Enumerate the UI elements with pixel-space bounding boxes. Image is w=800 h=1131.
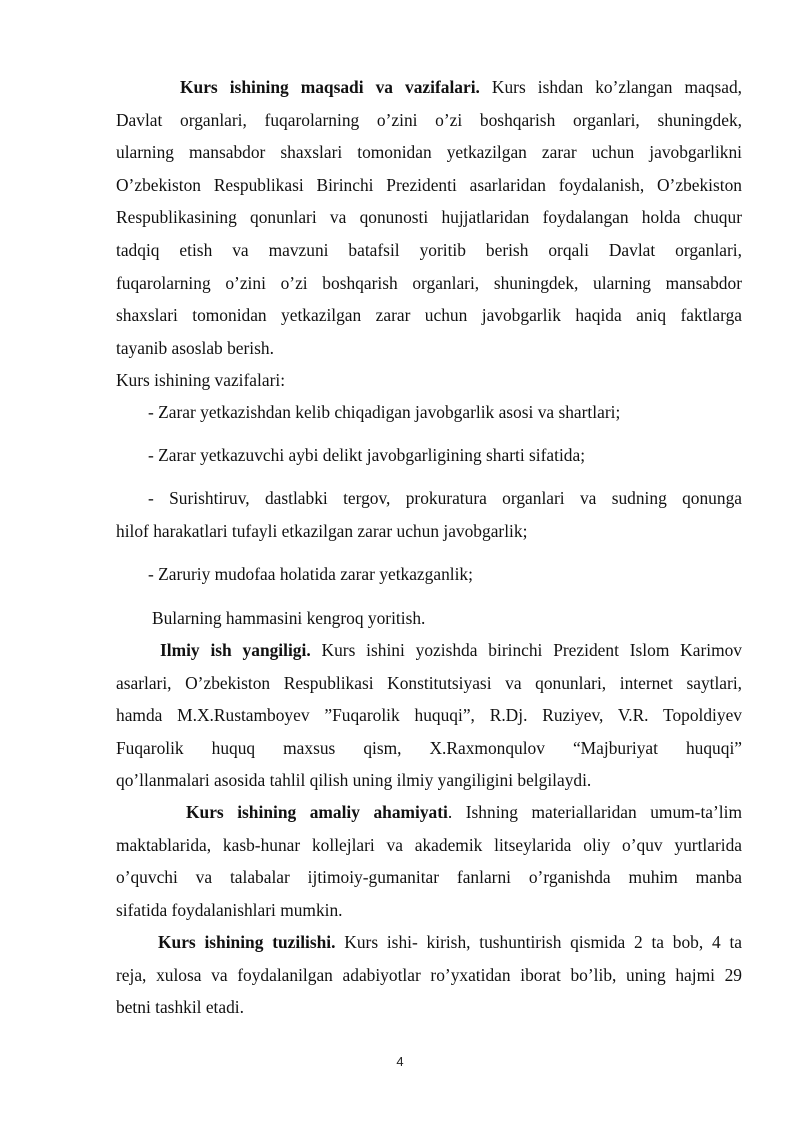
paragraph-line: tadqiq etish va mavzuni batafsil yoritib berish orqali Davlat organlari, xyxy=(116,239,742,260)
paragraph-line: hilof harakatlari tufayli etkazilgan zarar uchun javobgarlik; xyxy=(116,520,528,541)
task-item: - Zaruriy mudofaa holatida zarar yetkazganlik; xyxy=(148,564,473,584)
paragraph-novelty xyxy=(116,634,742,797)
paragraph-line: reja, xulosa va foydalanilgan adabiyotlar ro’yxatidan iborat bo’lib, uning hajmi 29 xyxy=(116,964,742,985)
paragraph-line: hamda M.X.Rustamboyev ”Fuqarolik huquqi”, R.Dj. Ruziyev, V.R. Topoldiyev xyxy=(116,705,742,726)
page-number: 4 xyxy=(396,1054,404,1069)
paragraph-line: betni tashkil etadi. xyxy=(116,997,244,1018)
paragraph-purpose xyxy=(116,71,742,364)
paragraph-line: asarlari, O’zbekiston Respublikasi Konstitutsiyasi va qonunlari, internet saytlari, xyxy=(116,672,742,693)
paragraph-line: ularning mansabdor shaxslari tomonidan yetkazilgan zarar uchun javobgarlikni xyxy=(116,142,742,163)
heading-structure: Kurs ishining tuzilishi. xyxy=(158,932,336,952)
paragraph-line: sifatida foydalanishlari mumkin. xyxy=(116,899,343,920)
heading-significance: Kurs ishining amaliy ahamiyati xyxy=(186,802,448,822)
paragraph-line: Ilmiy ish yangiligi. Kurs ishini yozishda birinchi Prezident Islom Karimov xyxy=(160,640,742,660)
paragraph-line: Respublikasining qonunlari va qonunosti hujjatlaridan foydalangan holda chuqur xyxy=(116,207,742,228)
paragraph-line: shaxslari tomonidan yetkazilgan zarar uchun javobgarlik haqida aniq faktlarga xyxy=(116,305,742,326)
paragraph-line: maktablarida, kasb-hunar kollejlari va akademik litseylarida oliy o’quv yurtlarida xyxy=(116,834,742,855)
paragraph-structure xyxy=(116,926,742,1024)
heading-novelty: Ilmiy ish yangiligi. xyxy=(160,640,311,660)
heading-purpose: Kurs ishining maqsadi va vazifalari. xyxy=(180,77,480,97)
paragraph-line: - Surishtiruv, dastlabki tergov, prokuratura organlari va sudning qonunga xyxy=(148,488,742,508)
tasks-label: Kurs ishining vazifalari: xyxy=(116,370,286,390)
paragraph-line: Kurs ishining tuzilishi. Kurs ishi- kirish, tushuntirish qismida 2 ta bob, 4 ta xyxy=(158,932,742,952)
paragraph-line: Kurs ishining amaliy ahamiyati. Ishning materiallaridan umum-ta’lim xyxy=(186,802,742,822)
paragraph-line: qo’llanmalari asosida tahlil qilish uning ilmiy yangiligini belgilaydi. xyxy=(116,770,592,791)
paragraph-line: tayanib asoslab berish. xyxy=(116,337,274,358)
task-item: - Zarar yetkazishdan kelib chiqadigan javobgarlik asosi va shartlari; xyxy=(148,402,621,422)
paragraph-line: Davlat organlari, fuqarolarning o’zini o’zi boshqarish organlari, shuningdek, xyxy=(116,109,742,130)
paragraph-line: Fuqarolik huquq maxsus qism, X.Raxmonqulov “Majburiyat huquqi” xyxy=(116,737,742,758)
summary-line: Bularning hammasini kengroq yoritish. xyxy=(152,608,426,628)
task-item xyxy=(116,482,742,547)
paragraph-line: O’zbekiston Respublikasi Birinchi Prezidenti asarlaridan foydalanish, O’zbekiston xyxy=(116,174,742,195)
paragraph-significance xyxy=(116,796,742,926)
paragraph-line: o’quvchi va talabalar ijtimoiy-gumanitar fanlarni o’rganishda muhim manba xyxy=(116,867,742,888)
task-item: - Zarar yetkazuvchi aybi delikt javobgarligining sharti sifatida; xyxy=(148,445,586,465)
paragraph-line: Kurs ishining maqsadi va vazifalari. Kurs ishdan ko’zlangan maqsad, xyxy=(180,77,742,97)
paragraph-line: fuqarolarning o’zini o’zi boshqarish organlari, shuningdek, ularning mansabdor xyxy=(116,272,742,293)
